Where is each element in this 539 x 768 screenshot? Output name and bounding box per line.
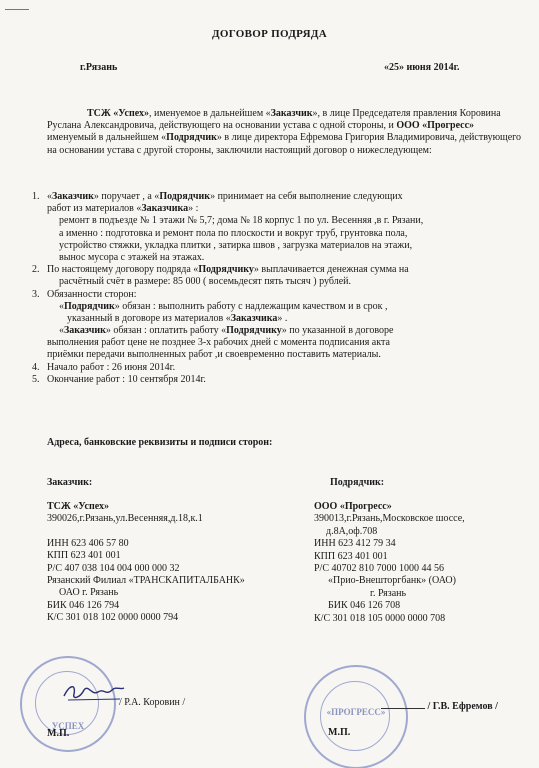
clause-line: вынос мусора с этажей на этажах. [59,251,205,263]
customer-handwritten-signature [62,680,126,704]
text: » . [277,312,288,324]
text: указанный в договоре из материалов « [67,312,231,324]
customer-name: ТСЖ «Успех» [47,501,109,512]
preamble-customer: Заказчик [270,108,313,119]
customer-kpp: КПП 623 401 001 [47,550,121,562]
clause-1 [32,191,532,264]
contractor-name: ООО «Прогресс» [314,501,392,512]
customer-role: Заказчик: [47,477,93,488]
clause-line: приёмки передачи выполненных работ ,и своевременно поставить материалы. [47,349,381,361]
preamble-text: », в лице Председателя правления Коровина Руслана Александровича, действующего на основании устава с одной стороны, и [47,108,501,132]
preamble [47,108,525,157]
contractor-signature-line [381,698,498,713]
text: По настоящему договору подряда « [47,264,199,276]
contract-date: «25» июня 2014г. [384,62,460,73]
text: » выплачивается денежная сумма на [253,264,409,276]
seal-text: УСПЕХ [51,721,85,731]
parties-heading: Адреса, банковские реквизиты и подписи сторон: [47,437,273,448]
text: » по указанной в договоре [281,325,394,337]
scan-mark [5,9,29,10]
clause-line [47,264,532,276]
text: » принимает на себя выполнение следующих [210,191,403,202]
contractor-term: Подрядчику [226,325,282,337]
text: работ из материалов « [47,203,142,215]
contractor-term: Подрядчик [64,300,115,312]
clause-number: 3. [32,288,40,300]
clause-4 [32,362,532,374]
contractor-corr-account: К/С 301 018 105 0000 0000 708 [314,612,446,624]
customer-term: Заказчик [52,191,94,202]
document-title: ДОГОВОР ПОДРЯДА [211,28,328,40]
contractor-requisites [314,501,465,625]
contractor-bank-city: г. Рязань [370,587,407,599]
clause-line: выполнения работ цене не позднее 3-х рабочих дней с момента подписания акта [47,337,390,349]
customer-mp: М.П. [47,728,70,739]
contractor-mp: М.П. [328,727,351,738]
clause-line: устройство стяжки, укладка плитки , затирка швов , загрузка материалов на этажи, [59,239,413,251]
customer-signatory: / Р.А. Коровин / [119,697,186,708]
clause-line: Обязанности сторон: [47,288,137,300]
clause-line [47,301,532,313]
preamble-party-2: ООО «Прогресс» [396,120,475,132]
contractor-bank: «Прио-Внешторгбанк» (ОАО) [328,575,456,587]
customer-bank-city: ОАО г. Рязань [59,587,119,599]
city: г.Рязань [80,62,118,73]
clause-line: ремонт в подъезде № 1 этажи № 5,7; дома № 18 корпус 1 по ул. Весенняя ,в г. Рязани, [59,215,424,227]
clause-number: 4. [32,361,40,373]
customer-address: 390026,г.Рязань,ул.Весенняя,д.18,к.1 [47,513,203,525]
contractor-term: Подрядчик [159,191,211,202]
clause-5 [32,374,532,386]
customer-term: Заказчика [230,312,278,324]
text: » : [188,203,199,215]
customer-bank: Рязанский Филиал «ТРАНСКАПИТАЛБАНК» [47,574,245,586]
customer-signature-line [119,697,185,709]
clause-number: 5. [32,373,40,385]
clause-line: Окончание работ : 10 сентября 2014г. [47,373,206,385]
clause-number: 2. [32,264,40,276]
customer-bik: БИК 046 126 794 [47,599,120,611]
contractor-inn: ИНН 623 412 79 34 [314,538,396,550]
clause-line: Начало работ : 26 июня 2014г. [47,361,176,373]
contractor-signatory: / Г.В. Ефремов / [427,701,498,712]
clause-3 [32,289,532,362]
preamble-party-1: ТСЖ «Успех» [87,108,149,119]
clause-line [47,325,532,337]
clause-line [47,191,532,203]
contractor-address: д.8А,оф.708 [326,525,378,537]
preamble-text: » в лице директора Ефремова Григория Владимировича, действующего на основании устава с другой стороны, заключили настоящий договор о нижеследующем: [47,132,522,156]
seal-text: «ПРОГРЕСС» [326,707,386,717]
contractor-role: Подрядчик: [330,477,385,488]
contractor-bik: БИК 046 126 708 [328,600,401,612]
preamble-text: именуемый в дальнейшем « [47,132,167,144]
clause-line: а именно : подготовка и ремонт пола по плоскости и вокруг труб, грунтовка пола, [59,227,408,239]
customer-term: Заказчика [141,203,189,215]
contractor-address: 390013,г.Рязань,Московское шоссе, [314,513,465,525]
spacer [47,526,245,538]
clause-2 [32,264,532,288]
customer-term: Заказчик [64,325,106,337]
text: » поручает , а « [93,191,160,202]
customer-inn: ИНН 623 406 57 80 [47,537,129,549]
contractor-seal-stamp [304,665,408,768]
signature-underline [381,698,425,709]
contractor-kpp: КПП 623 401 001 [314,550,388,562]
text: » обязан : оплатить работу « [105,325,227,337]
text: « [47,191,52,202]
clause-line [47,313,532,325]
customer-requisites [47,501,245,625]
customer-account: Р/С 407 038 104 004 000 000 32 [47,562,180,574]
text: « [59,325,64,337]
contractor-account: Р/С 40702 810 7000 1000 44 56 [314,562,445,574]
text: « [59,300,64,312]
contractor-term: Подрядчику [198,264,254,276]
clause-line: расчётный счёт в размере: 85 000 ( восемьдесят пять тысяч ) рублей. [59,276,351,288]
customer-corr-account: К/С 301 018 102 0000 0000 794 [47,612,179,624]
clause-number: 1. [32,191,40,202]
clauses-list [32,191,532,386]
preamble-contractor: Подрядчик [166,132,217,144]
text: » обязан : выполнить работу с надлежащим качеством и в срок , [114,300,388,312]
preamble-text: , именуемое в дальнейшем « [148,108,271,119]
clause-line [47,203,532,215]
